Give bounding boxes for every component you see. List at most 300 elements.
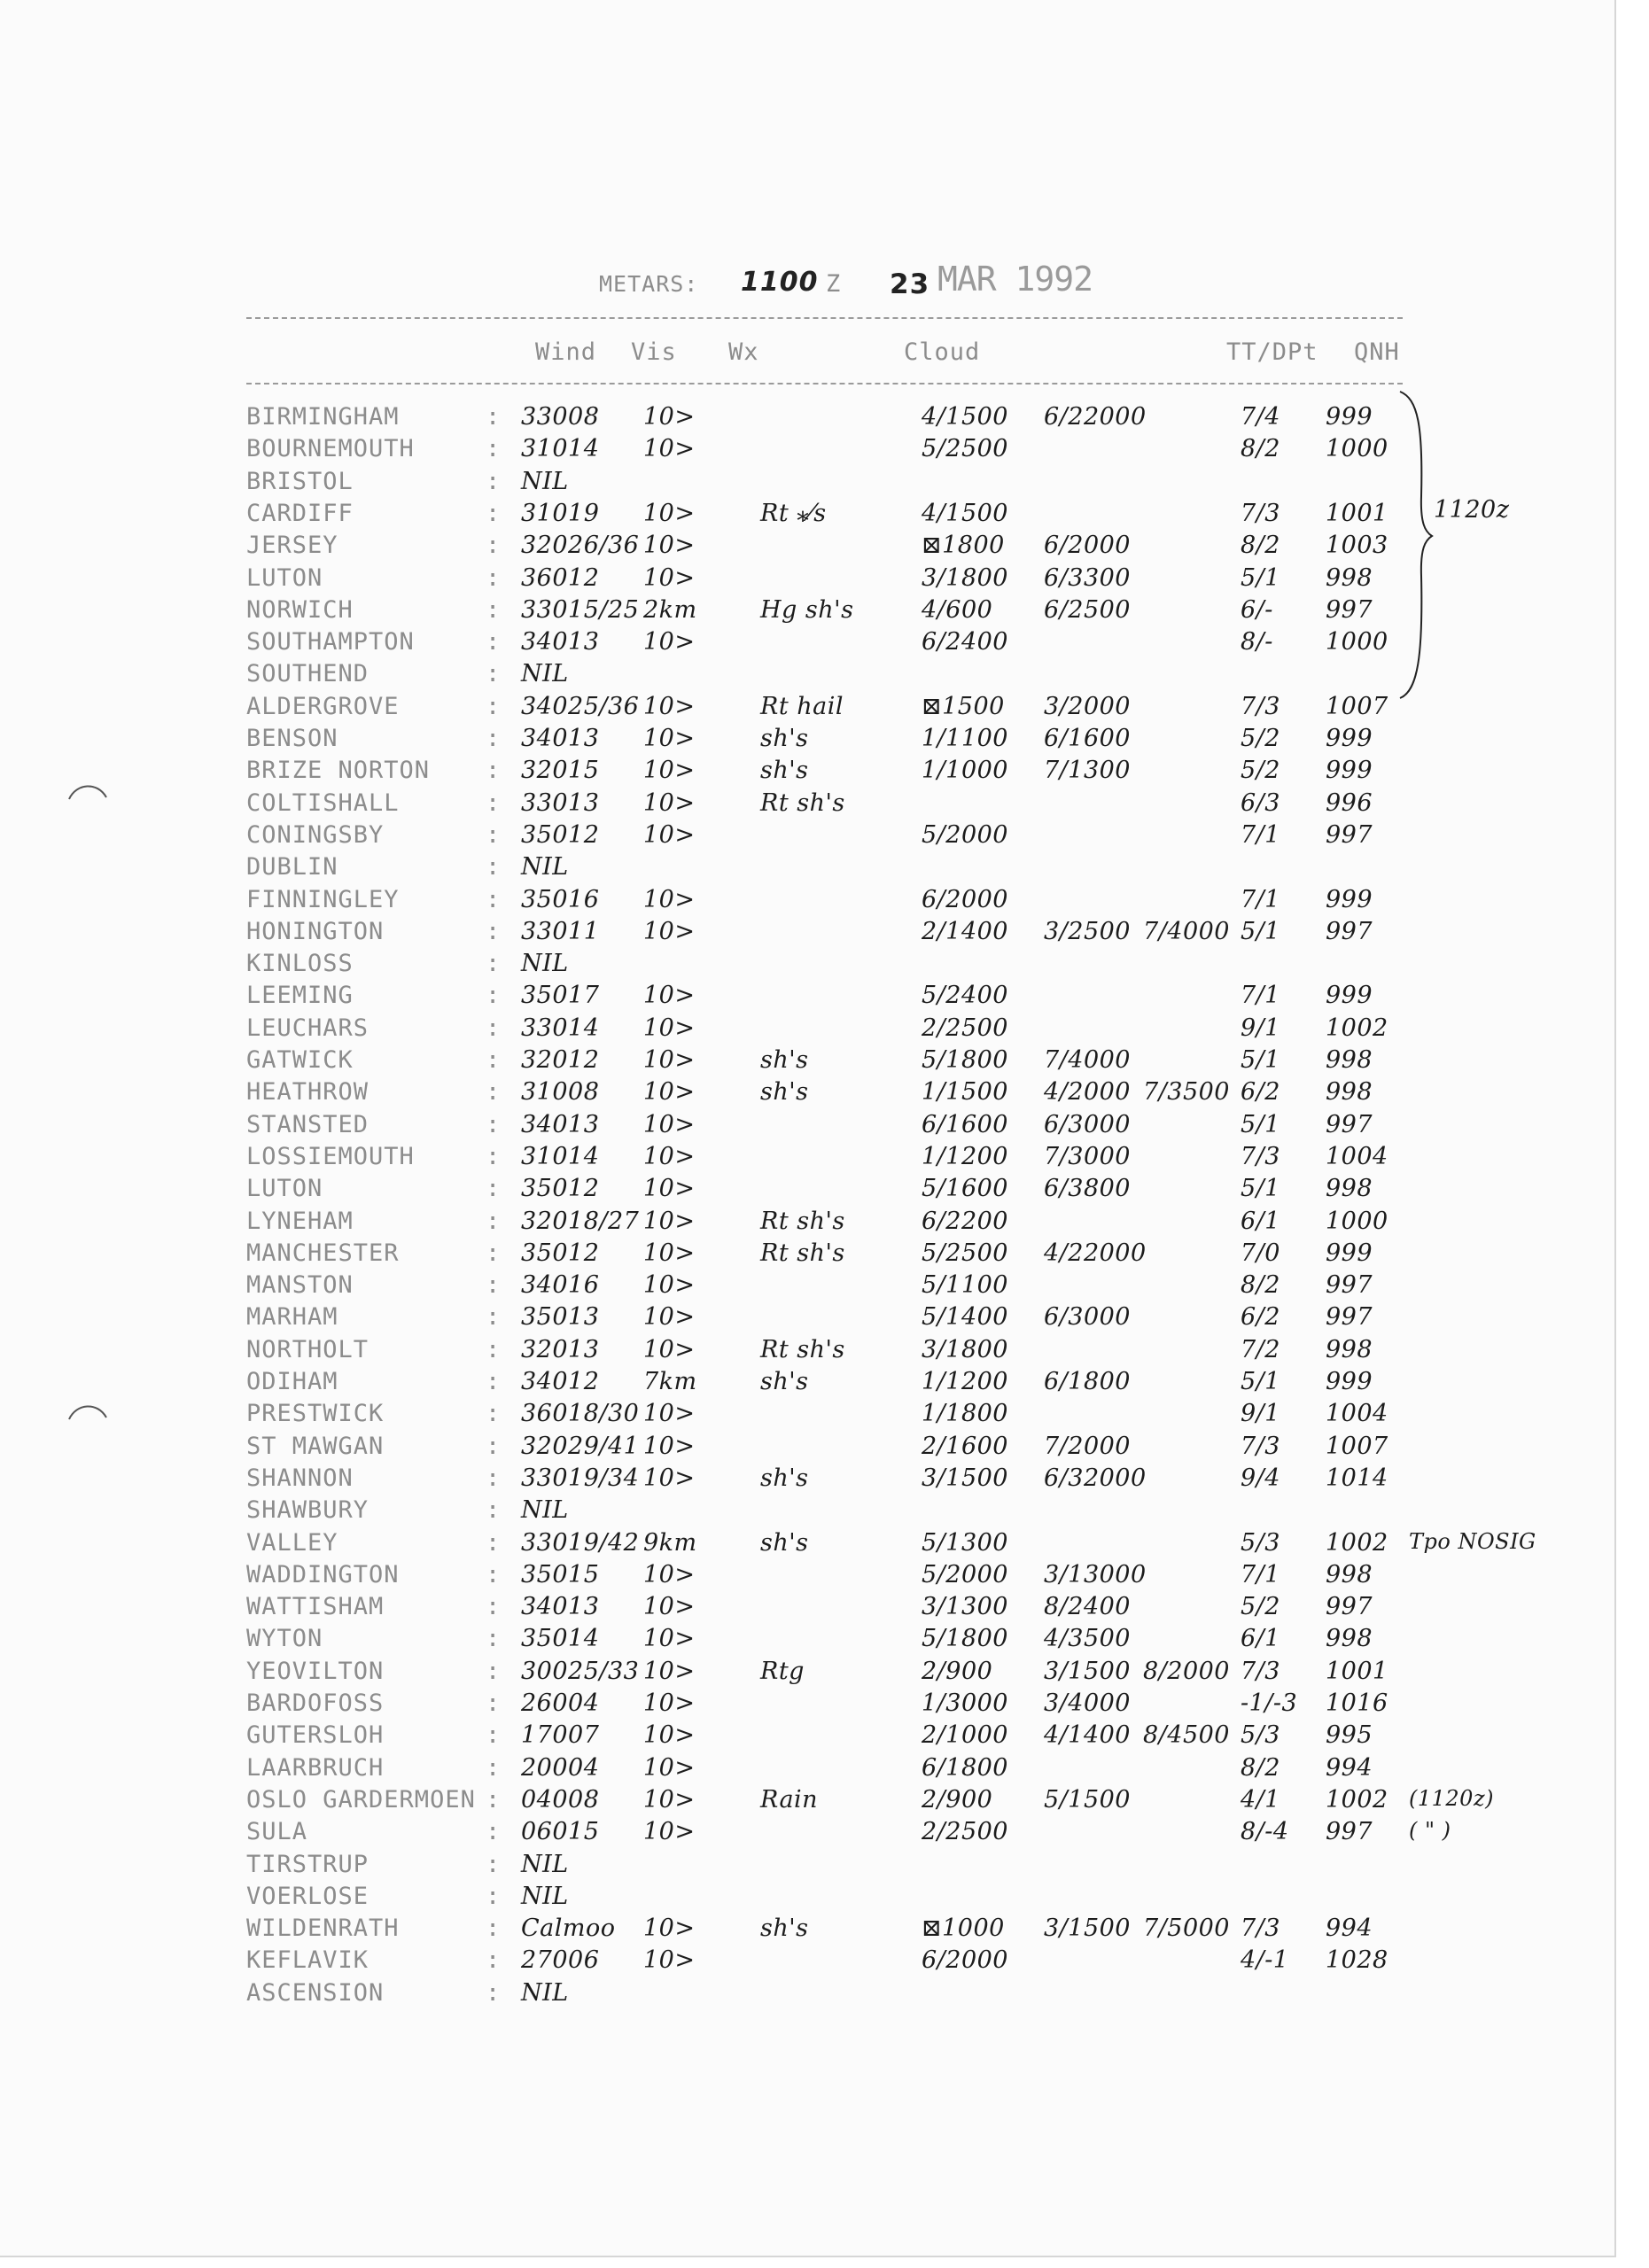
table-row [0,1625,1614,1657]
station-name: OSLO GARDERMOEN [246,1785,476,1814]
wind-value: 35013 [521,1303,600,1332]
qnh-value: 997 [1326,1271,1373,1300]
cloud-layer-1: 3/1500 [922,1464,1008,1492]
station-name: CARDIFF [246,499,354,527]
wind-value: 35014 [521,1625,600,1653]
qnh-value: 997 [1326,1303,1373,1332]
row-colon: : [486,532,502,560]
visibility-value: 2km [643,595,697,624]
row-colon: : [486,1882,502,1910]
temp-dewpoint: 5/2 [1241,757,1280,785]
visibility-value: 10> [643,788,696,817]
visibility-value: 10> [643,1689,696,1717]
cloud-layer-1: 6/2400 [922,628,1008,656]
wind-value: 32012 [521,1046,600,1074]
visibility-value: 10> [643,1946,696,1975]
row-colon: : [486,1400,502,1428]
table-row [0,500,1614,532]
station-name: SOUTHAMPTON [246,628,415,656]
wind-value: 32015 [521,757,600,785]
cloud-layer-2: 6/3000 [1044,1110,1131,1138]
temp-dewpoint: 5/1 [1241,563,1280,592]
row-colon: : [486,1046,502,1074]
qnh-value: 1028 [1326,1946,1388,1975]
station-name: NORWICH [246,595,354,624]
temp-dewpoint: 5/1 [1241,1110,1280,1138]
row-colon: : [486,563,502,592]
station-name: LEEMING [246,982,354,1010]
row-colon: : [486,885,502,913]
temp-dewpoint: 8/- [1241,628,1273,656]
table-row [0,1046,1614,1078]
table-row [0,1271,1614,1303]
visibility-value: 10> [643,1915,696,1943]
visibility-value: 10> [643,403,696,431]
wind-value: Calmoo [521,1915,616,1943]
station-name: SULA [246,1818,308,1846]
table-row [0,1818,1614,1850]
qnh-value: 999 [1326,1368,1373,1395]
station-name: LUTON [246,1175,323,1203]
visibility-value: 10> [643,692,696,720]
qnh-value: 1004 [1326,1400,1388,1428]
station-name: CONINGSBY [246,820,385,849]
row-colon: : [486,1593,502,1621]
station-name: HEATHROW [246,1078,369,1107]
cloud-layer-2: 3/13000 [1044,1560,1147,1588]
wind-value: NIL [521,950,569,978]
temp-dewpoint: 8/2 [1241,435,1280,463]
visibility-value: 10> [643,1657,696,1685]
wind-value: NIL [521,1978,569,2007]
qnh-value: 1000 [1326,1207,1388,1235]
table-row [0,435,1614,467]
qnh-value: 997 [1326,1818,1373,1846]
table-row [0,1915,1614,1946]
cloud-layer-1: 2/1600 [922,1432,1008,1460]
visibility-value: 7km [643,1368,697,1395]
cloud-layer-1: 4/1500 [922,499,1008,527]
station-name: SOUTHEND [246,660,369,688]
temp-dewpoint: 7/1 [1241,885,1280,913]
cloud-layer-2: 7/3000 [1044,1142,1131,1170]
wind-value: 30025/33 [521,1657,640,1685]
wind-value: 33019/34 [521,1464,640,1492]
weather-value: Rt sh's [760,1239,845,1267]
row-colon: : [486,595,502,624]
table-row [0,1496,1614,1528]
cloud-layer-1: 2/2500 [922,1818,1008,1846]
row-colon: : [486,1110,502,1138]
wind-value: 36012 [521,563,600,592]
cloud-layer-1: 5/1100 [922,1271,1008,1300]
table-row [0,789,1614,821]
wind-value: 27006 [521,1946,600,1975]
station-name: LAARBRUCH [246,1753,385,1782]
table-row [0,725,1614,757]
wind-value: 31014 [521,435,600,463]
row-colon: : [486,1657,502,1685]
temp-dewpoint: 8/2 [1241,1271,1280,1300]
temp-dewpoint: 5/1 [1241,917,1280,945]
cloud-layer-3: 8/4500 [1143,1721,1230,1750]
qnh-value: 1002 [1326,1528,1388,1557]
weather-value: sh's [760,1915,809,1943]
weather-value: sh's [760,725,809,752]
cloud-layer-2: 6/22000 [1044,403,1147,431]
visibility-value: 10> [643,1014,696,1042]
weather-value: sh's [760,1464,809,1492]
temp-dewpoint: 5/1 [1241,1046,1280,1074]
weather-value: sh's [760,1046,809,1074]
qnh-value: 1001 [1326,1657,1388,1685]
temp-dewpoint: 8/2 [1241,1753,1280,1782]
temp-dewpoint: 4/-1 [1241,1946,1289,1975]
row-colon: : [486,1625,502,1653]
row-colon: : [486,1432,502,1460]
weather-value: sh's [760,757,809,785]
wind-value: 34013 [521,628,600,656]
row-colon: : [486,1142,502,1170]
cloud-layer-1: 6/1800 [922,1753,1008,1782]
visibility-value: 10> [643,1271,696,1300]
cloud-layer-2: 3/1500 [1044,1915,1131,1943]
qnh-value: 994 [1326,1915,1373,1943]
qnh-value: 998 [1326,1046,1373,1074]
table-row [0,1208,1614,1239]
temp-dewpoint: 7/3 [1241,1432,1280,1460]
temp-dewpoint: 7/0 [1241,1239,1280,1267]
table-row [0,886,1614,918]
station-name: WADDINGTON [246,1560,400,1588]
station-name: MARHAM [246,1303,338,1332]
cloud-layer-1: 5/1800 [922,1046,1008,1074]
cloud-layer-2: 6/3000 [1044,1303,1131,1332]
weather-value: Rain [760,1785,819,1814]
qnh-value: 1007 [1326,692,1388,720]
visibility-value: 10> [643,1142,696,1170]
wind-value: 32029/41 [521,1432,640,1460]
cloud-layer-1: 5/2000 [922,820,1008,849]
wind-value: 06015 [521,1818,600,1846]
row-colon: : [486,1850,502,1878]
visibility-value: 10> [643,1046,696,1074]
visibility-value: 10> [643,917,696,945]
station-name: MANSTON [246,1271,354,1300]
table-row [0,1851,1614,1883]
table-row [0,1433,1614,1464]
row-colon: : [486,1303,502,1332]
cloud-layer-2: 6/3800 [1044,1175,1131,1203]
row-remark: (1120z) [1409,1785,1494,1811]
table-row [0,1754,1614,1786]
visibility-value: 10> [643,820,696,849]
row-colon: : [486,1978,502,2007]
cloud-layer-1: 1/1800 [922,1400,1008,1428]
qnh-value: 998 [1326,563,1373,592]
date-month-year-stamp: MAR 1992 [937,260,1093,299]
wind-value: 31014 [521,1142,600,1170]
punch-hole-mark [67,780,112,806]
temp-dewpoint: 8/-4 [1241,1818,1289,1846]
qnh-value: 999 [1326,403,1373,431]
table-row [0,1721,1614,1753]
wind-value: 32026/36 [521,532,640,560]
qnh-value: 999 [1326,725,1373,752]
cloud-layer-2: 6/2000 [1044,532,1131,560]
qnh-value: 998 [1326,1560,1373,1588]
cloud-layer-2: 6/32000 [1044,1464,1147,1492]
station-name: YEOVILTON [246,1657,385,1685]
table-row [0,660,1614,692]
wind-value: NIL [521,1850,569,1878]
wind-value: 33008 [521,403,600,431]
qnh-value: 998 [1326,1078,1373,1107]
bracket-note: 1120z [1434,496,1510,524]
station-name: SHAWBURY [246,1496,369,1525]
row-colon: : [486,725,502,752]
cloud-layer-1: 5/2000 [922,1560,1008,1588]
row-colon: : [486,1464,502,1492]
cloud-layer-1: 5/2400 [922,982,1008,1010]
row-colon: : [486,853,502,882]
visibility-value: 10> [643,1753,696,1782]
station-name: LEUCHARS [246,1014,369,1042]
wind-value: 36018/30 [521,1400,640,1428]
wind-value: 32013 [521,1335,600,1363]
title-label: METARS: [599,271,699,297]
temp-dewpoint: 7/1 [1241,1560,1280,1588]
table-row [0,1786,1614,1818]
qnh-value: 995 [1326,1721,1373,1750]
qnh-value: 997 [1326,1110,1373,1138]
cloud-layer-1: 5/2500 [922,1239,1008,1267]
visibility-value: 10> [643,1818,696,1846]
cloud-layer-2: 7/4000 [1044,1046,1131,1074]
weather-value: Rt sh's [760,1335,845,1363]
visibility-value: 10> [643,1625,696,1653]
qnh-value: 997 [1326,917,1373,945]
cloud-layer-2: 3/2000 [1044,692,1131,720]
temp-dewpoint: 7/1 [1241,982,1280,1010]
station-name: LUTON [246,563,323,592]
dashed-rule-header [246,383,1403,384]
cloud-layer-2: 6/1800 [1044,1368,1131,1395]
cloud-layer-1: 6/2200 [922,1207,1008,1235]
cloud-layer-1: 3/1800 [922,563,1008,592]
cloud-layer-1: 1/1200 [922,1142,1008,1170]
cloud-layer-1: 2/900 [922,1785,993,1814]
weather-value: sh's [760,1528,809,1557]
visibility-value: 10> [643,1078,696,1107]
row-colon: : [486,1818,502,1846]
qnh-value: 1016 [1326,1689,1388,1717]
wind-value: 31019 [521,499,600,527]
dashed-rule-top [246,317,1403,319]
row-colon: : [486,403,502,431]
table-row [0,950,1614,982]
cloud-layer-2: 6/2500 [1044,595,1131,624]
station-name: FINNINGLEY [246,885,400,913]
station-name: NORTHOLT [246,1335,369,1363]
cloud-layer-1: 2/2500 [922,1014,1008,1042]
weather-value: Rt hail [760,692,844,720]
row-colon: : [486,820,502,849]
temp-dewpoint: 6/2 [1241,1303,1280,1332]
visibility-value: 10> [643,1175,696,1203]
row-colon: : [486,1335,502,1363]
cloud-layer-2: 3/2500 [1044,917,1131,945]
temp-dewpoint: 6/- [1241,595,1273,624]
wind-value: 33014 [521,1014,600,1042]
row-colon: : [486,1915,502,1943]
cloud-layer-2: 3/4000 [1044,1689,1131,1717]
temp-dewpoint: 7/3 [1241,692,1280,720]
cloud-layer-2: 6/3300 [1044,563,1131,592]
station-name: WYTON [246,1625,323,1653]
visibility-value: 10> [643,532,696,560]
zulu-marker: Z [826,270,842,298]
table-row [0,1175,1614,1207]
wind-value: 34013 [521,1110,600,1138]
station-name: SHANNON [246,1464,354,1492]
table-row [0,853,1614,885]
wind-value: 35012 [521,1239,600,1267]
wind-value: 34012 [521,1368,600,1395]
temp-dewpoint: 7/3 [1241,499,1280,527]
station-name: ST MAWGAN [246,1432,385,1460]
table-row [0,1239,1614,1271]
wind-value: 17007 [521,1721,600,1750]
visibility-value: 10> [643,885,696,913]
cloud-layer-1: 5/1800 [922,1625,1008,1653]
station-name: BIRMINGHAM [246,403,400,431]
weather-value: sh's [760,1078,809,1107]
station-name: STANSTED [246,1110,369,1138]
row-colon: : [486,467,502,495]
table-row [0,982,1614,1014]
table-row [0,1111,1614,1143]
row-colon: : [486,1785,502,1814]
qnh-value: 999 [1326,982,1373,1010]
visibility-value: 9km [643,1528,697,1557]
wind-value: 35012 [521,1175,600,1203]
sheet-title [599,260,1093,300]
temp-dewpoint: 7/4 [1241,403,1280,431]
cloud-layer-1: 2/900 [922,1657,993,1685]
wind-value: NIL [521,1496,569,1525]
station-name: ASCENSION [246,1978,385,2007]
table-row [0,1143,1614,1175]
row-remark: Tpo NOSIG [1409,1528,1536,1554]
observation-time: 1100 [741,267,819,298]
cloud-layer-3: 7/3500 [1143,1078,1230,1107]
visibility-value: 10> [643,1432,696,1460]
table-row [0,1336,1614,1368]
temp-dewpoint: 9/4 [1241,1464,1280,1492]
station-name: KEFLAVIK [246,1946,369,1975]
wind-value: NIL [521,660,569,688]
temp-dewpoint: 5/2 [1241,1593,1280,1621]
table-row [0,532,1614,563]
wind-value: 32018/27 [521,1207,640,1235]
qnh-value: 998 [1326,1335,1373,1363]
qnh-value: 1001 [1326,499,1388,527]
station-name: COLTISHALL [246,788,400,817]
visibility-value: 10> [643,725,696,752]
row-colon: : [486,1560,502,1588]
qnh-value: 997 [1326,820,1373,849]
visibility-value: 10> [643,1335,696,1363]
cloud-layer-1: 4/600 [922,595,993,624]
weather-value: Rt ⁎⁄s [760,499,827,527]
cloud-layer-1: ⊠1800 [922,532,1005,560]
qnh-value: 999 [1326,757,1373,785]
col-header-wx: Wx [728,338,759,366]
row-colon: : [486,1239,502,1267]
cloud-layer-3: 8/2000 [1143,1657,1230,1685]
table-row [0,1946,1614,1978]
qnh-value: 999 [1326,885,1373,913]
cloud-layer-3: 7/4000 [1143,917,1230,945]
qnh-value: 999 [1326,1239,1373,1267]
row-colon: : [486,1721,502,1750]
visibility-value: 10> [643,563,696,592]
qnh-value: 996 [1326,788,1373,817]
temp-dewpoint: 7/1 [1241,820,1280,849]
wind-value: 33019/42 [521,1528,640,1557]
table-row [0,1400,1614,1432]
qnh-value: 1014 [1326,1464,1388,1492]
row-colon: : [486,757,502,785]
qnh-value: 1002 [1326,1014,1388,1042]
weather-value: Hg sh's [760,595,854,624]
table-row [0,1014,1614,1046]
cloud-layer-1: 2/1400 [922,917,1008,945]
station-name: DUBLIN [246,853,338,882]
station-name: JERSEY [246,532,338,560]
temp-dewpoint: 7/2 [1241,1335,1280,1363]
table-row [0,1979,1614,2011]
table-row [0,628,1614,660]
row-colon: : [486,499,502,527]
table-row [0,918,1614,950]
cloud-layer-1: 5/1400 [922,1303,1008,1332]
station-name: LYNEHAM [246,1207,354,1235]
temp-dewpoint: 6/3 [1241,788,1280,817]
visibility-value: 10> [643,1464,696,1492]
row-colon: : [486,1014,502,1042]
cloud-layer-1: 6/2000 [922,885,1008,913]
temp-dewpoint: 5/1 [1241,1368,1280,1395]
wind-value: 34016 [521,1271,600,1300]
station-name: PRESTWICK [246,1400,385,1428]
wind-value: NIL [521,853,569,882]
cloud-layer-2: 6/1600 [1044,725,1131,752]
row-colon: : [486,917,502,945]
station-name: WATTISHAM [246,1593,385,1621]
row-colon: : [486,982,502,1010]
cloud-layer-1: 5/2500 [922,435,1008,463]
visibility-value: 10> [643,1400,696,1428]
visibility-value: 10> [643,1560,696,1588]
wind-value: NIL [521,467,569,495]
cloud-layer-1: 2/1000 [922,1721,1008,1750]
table-row [0,1593,1614,1625]
visibility-value: 10> [643,757,696,785]
station-name: VOERLOSE [246,1882,369,1910]
brace-bracket [1398,390,1434,700]
